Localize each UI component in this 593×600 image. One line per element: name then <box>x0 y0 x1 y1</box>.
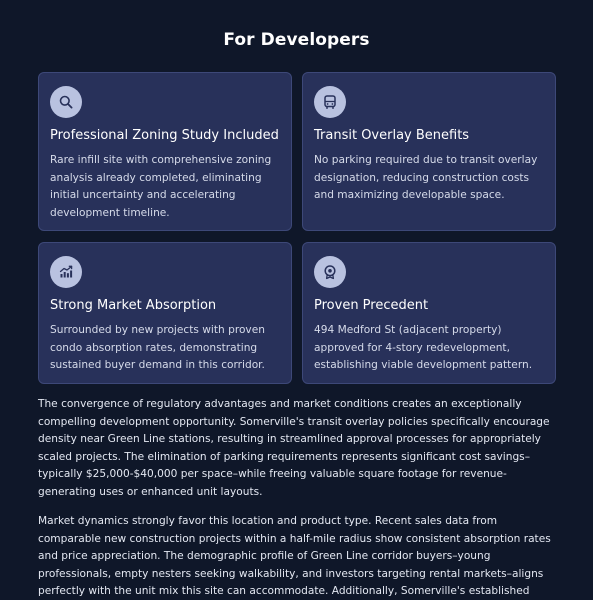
card-description: Surrounded by new projects with proven condo absorption rates, demonstrating sustained buyer demand in this corridor. <box>50 324 265 372</box>
card-description: Rare infill site with comprehensive zoning analysis already completed, eliminating initial uncertainty and accelerating development timeline. <box>50 154 272 219</box>
card-description: No parking required due to transit overlay designation, reducing construction costs and maximizing developable space. <box>314 154 538 202</box>
feature-card-market-absorption <box>38 242 292 384</box>
body-paragraph: The convergence of regulatory advantages and market conditions creates an exceptionally compelling development opportunity. Somerville's transit overlay policies specifically encourage density near Green Line stations, resulting in streamlined approval processes for appropriately scaled projects. The elimination of parking requirements represents significant cost savings–typically $25,000-$40,000 per space–while freeing valuable square footage for revenue-generating uses or enhanced unit layouts. <box>38 398 550 498</box>
card-title: Strong Market Absorption <box>50 298 217 313</box>
body-paragraph: Market dynamics strongly favor this location and product type. Recent sales data from comparable new construction projects within a half-mile radius show consistent absorption rates and price appreciation. The demographic profile of Green Line corridor buyers–young professionals, empty nesters seeking walkability, and investors targeting rental markets–aligns perfectly with the unit mix this site can accommodate. Additionally, Somerville's established <box>38 515 551 598</box>
chart-growth-icon <box>50 256 82 288</box>
card-title: Professional Zoning Study Included <box>50 128 279 143</box>
card-title: Transit Overlay Benefits <box>314 128 470 143</box>
card-title: Proven Precedent <box>314 298 429 313</box>
feature-card-transit-overlay <box>302 72 556 231</box>
card-description: 494 Medford St (adjacent property) approved for 4-story redevelopment, establishing viable development pattern. <box>314 324 533 372</box>
badge-icon <box>314 256 346 288</box>
feature-card-zoning-study <box>38 72 292 231</box>
bus-icon <box>314 86 346 118</box>
section-title: For Developers <box>223 30 370 50</box>
feature-card-proven-precedent <box>302 242 556 384</box>
search-icon <box>50 86 82 118</box>
